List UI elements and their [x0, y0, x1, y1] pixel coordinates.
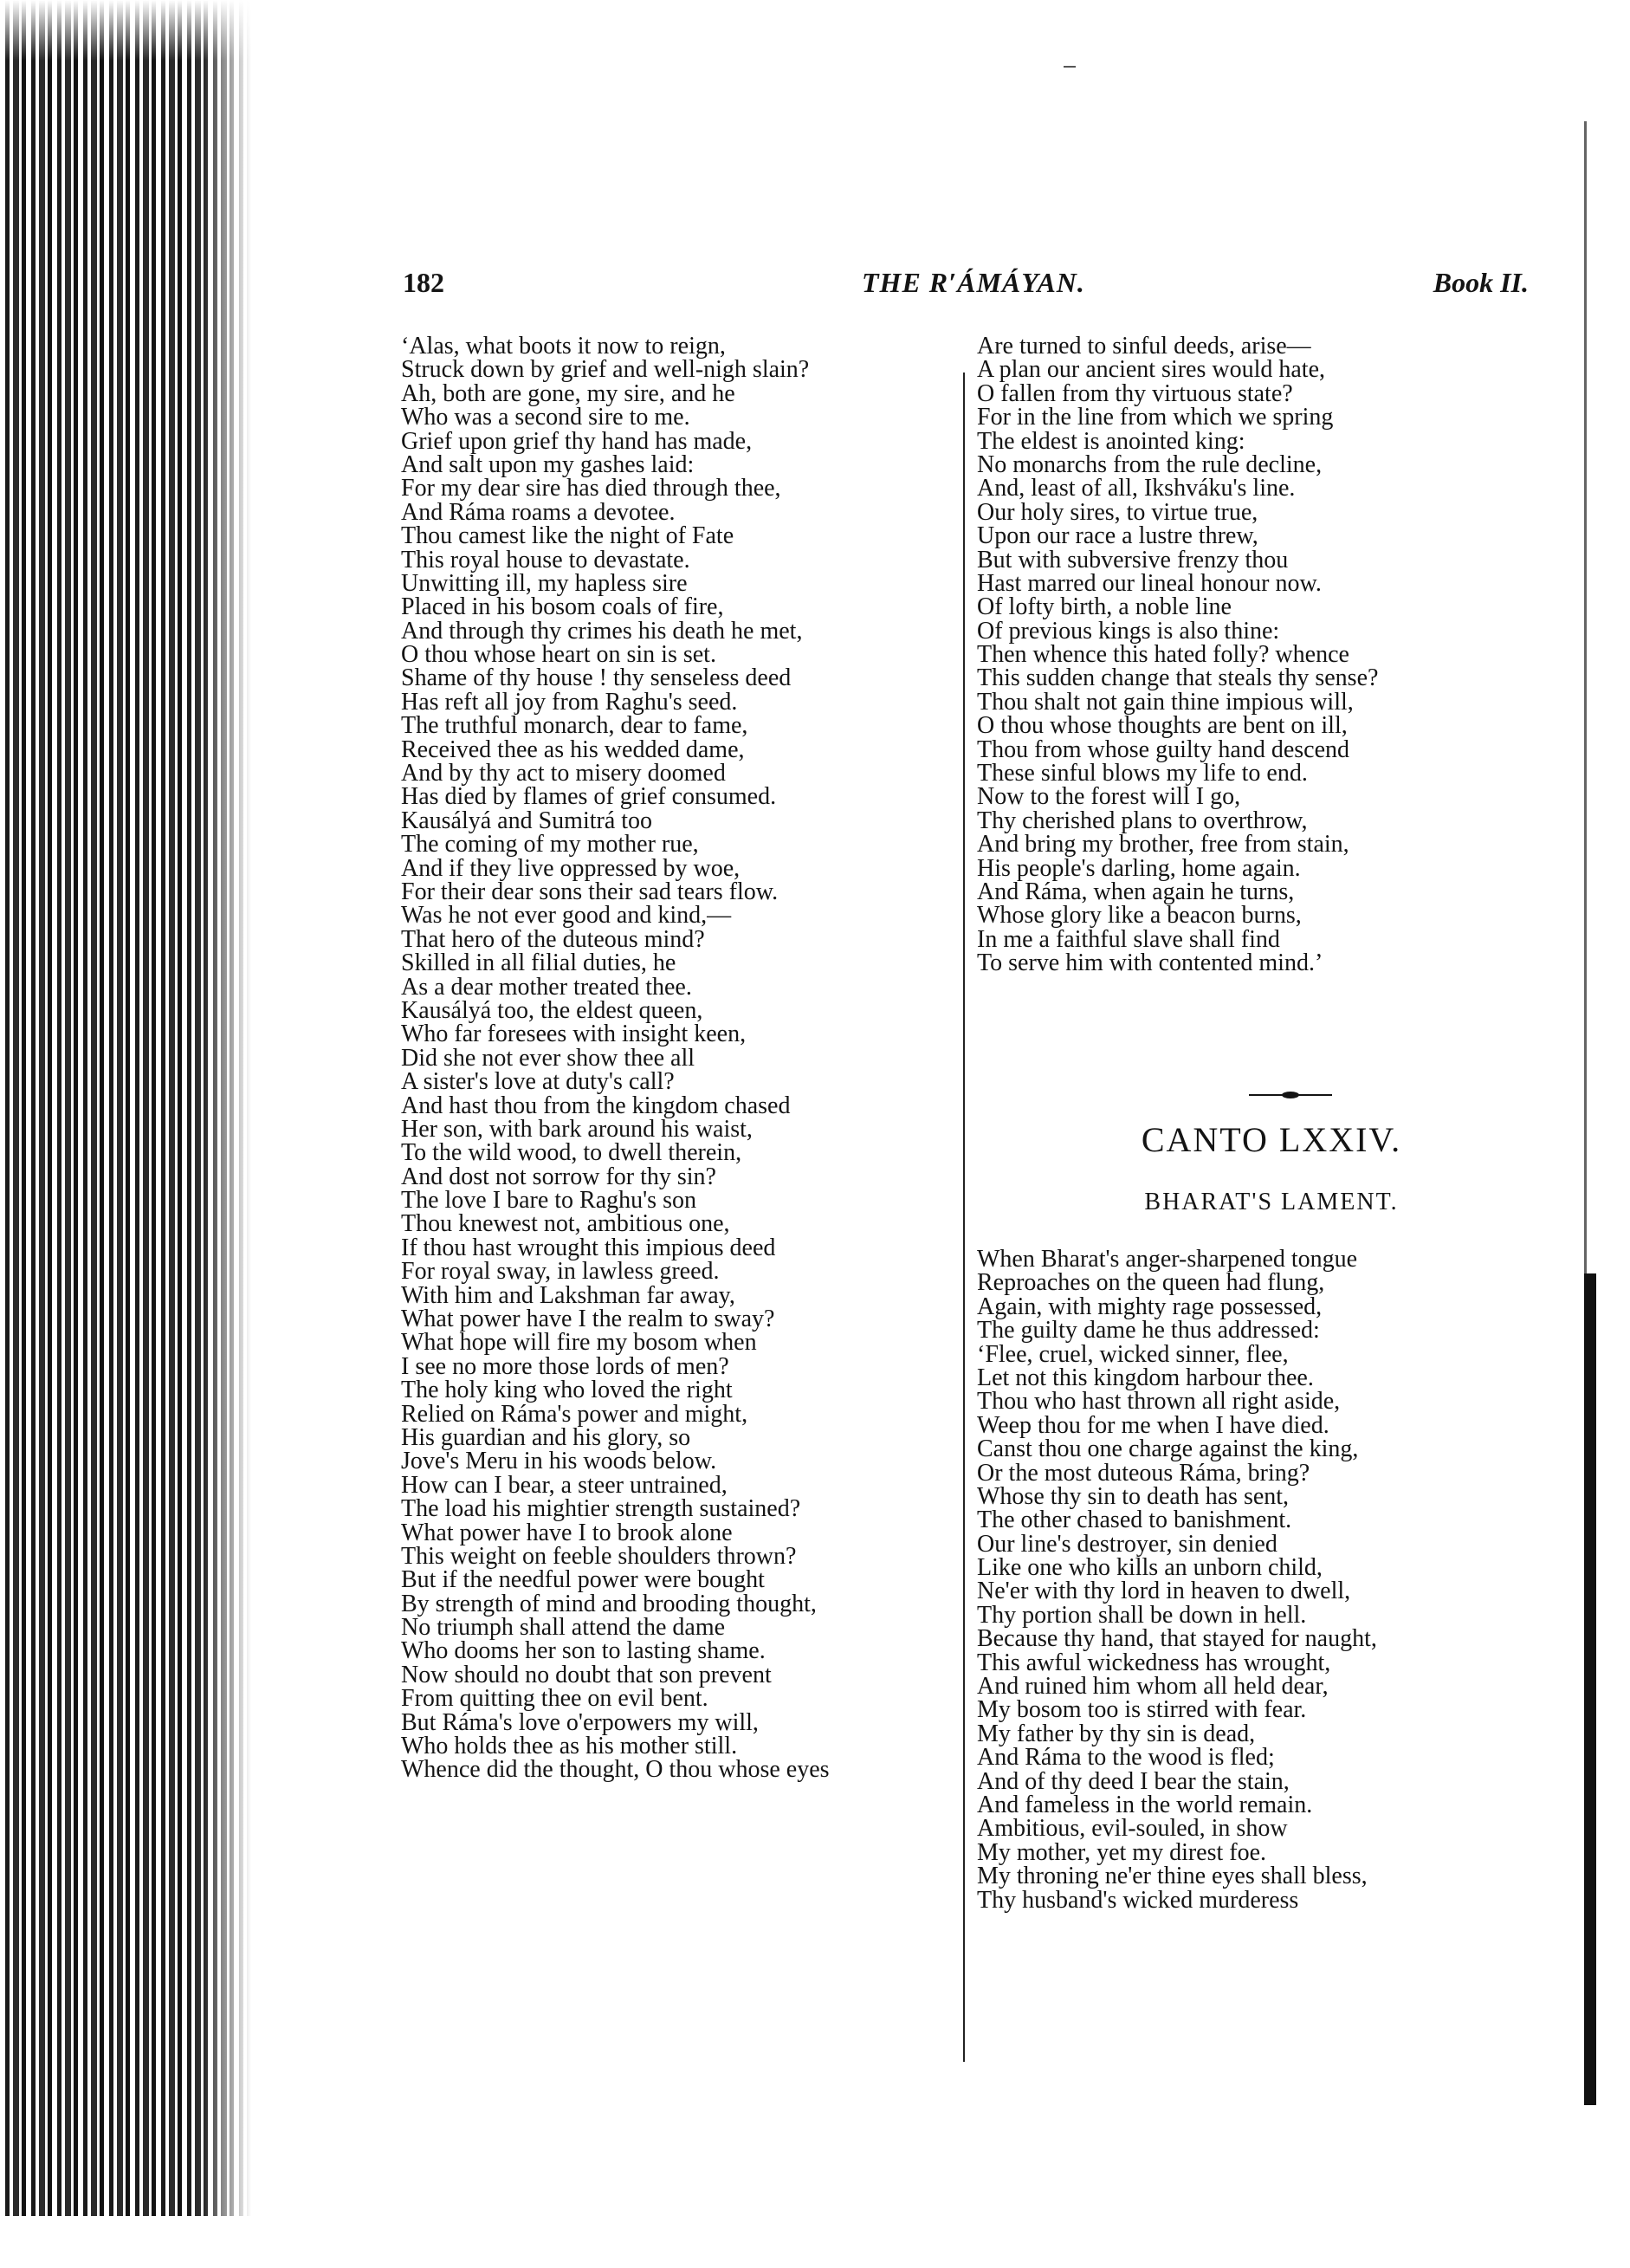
verse-line: Her son, with bark around his waist, — [401, 1115, 753, 1143]
canto-subtitle: BHARAT'S LAMENT. — [1144, 1189, 1399, 1215]
verse-line: O thou whose thoughts are bent on ill, — [977, 712, 1348, 740]
verse-line: Now should no doubt that son prevent — [401, 1661, 772, 1688]
verse-line: The eldest is anointed king: — [977, 427, 1245, 455]
verse-line: Ne'er with thy lord in heaven to dwell, — [977, 1578, 1351, 1605]
verse-line: Thou who hast thrown all right aside, — [977, 1388, 1341, 1416]
verse-line: Has died by flames of grief consumed. — [401, 783, 777, 811]
verse-line: Grief upon grief thy hand has made, — [401, 427, 753, 455]
verse-line: Thy portion shall be down in hell. — [977, 1601, 1307, 1629]
verse-line: This awful wickedness has wrought, — [977, 1649, 1331, 1676]
verse-line: But with subversive frenzy thou — [977, 546, 1289, 573]
verse-line: Again, with mighty rage possessed, — [977, 1293, 1323, 1320]
canto-ornament — [1249, 1090, 1332, 1100]
verse-line: These sinful blows my life to end. — [977, 760, 1308, 787]
verse-line: Who dooms her son to lasting shame. — [401, 1637, 766, 1665]
page-edge-top-fade — [0, 0, 251, 61]
verse-line: What power have I the realm to sway? — [401, 1306, 775, 1333]
verse-line: A plan our ancient sires would hate, — [977, 356, 1326, 384]
verse-line: How can I bear, a steer untrained, — [401, 1471, 728, 1499]
verse-line: The guilty dame he thus addressed: — [977, 1317, 1320, 1345]
verse-line: Let not this kingdom harbour thee. — [977, 1364, 1314, 1391]
verse-line: Relied on Ráma's power and might, — [401, 1400, 748, 1428]
verse-line: For in the line from which we spring — [977, 404, 1334, 431]
verse-line: And salt upon my gashes laid: — [401, 450, 695, 478]
verse-line: That hero of the duteous mind? — [401, 925, 705, 953]
verse-line: What hope will fire my bosom when — [401, 1329, 757, 1357]
verse-line: A sister's love at duty's call? — [401, 1068, 675, 1096]
verse-line: By strength of mind and brooding thought, — [401, 1590, 817, 1617]
verse-line: Are turned to sinful deeds, arise— — [977, 333, 1311, 360]
verse-line: If thou hast wrought this impious deed — [401, 1234, 776, 1261]
verse-line: This weight on feeble shoulders thrown? — [401, 1542, 797, 1570]
verse-line: Thou camest like the night of Fate — [401, 522, 734, 550]
verse-line: For my dear sire has died through thee, — [401, 475, 781, 502]
verse-line: Or the most duteous Ráma, bring? — [977, 1459, 1310, 1487]
verse-line: My bosom too is stirred with fear. — [977, 1696, 1307, 1724]
verse-line: And fameless in the world remain. — [977, 1791, 1313, 1818]
verse-line: From quitting thee on evil bent. — [401, 1685, 708, 1713]
verse-line: Thou from whose guilty hand descend — [977, 735, 1350, 763]
page-edge-fade — [199, 0, 251, 2268]
verse-line: My father by thy sin is dead, — [977, 1720, 1256, 1747]
verse-line: O fallen from thy virtuous state? — [977, 379, 1293, 407]
verse-line: Reproaches on the queen had flung, — [977, 1269, 1325, 1297]
verse-line: Shame of thy house ! thy senseless deed — [401, 664, 792, 692]
verse-line: Thy husband's wicked murderess — [977, 1886, 1299, 1914]
verse-line: The holy king who loved the right — [401, 1377, 733, 1404]
verse-line: Whose thy sin to death has sent, — [977, 1482, 1290, 1510]
page-number: 182 — [403, 267, 444, 298]
verse-line: And through thy crimes his death he met, — [401, 617, 803, 645]
verse-line: As a dear mother treated thee. — [401, 973, 692, 1001]
verse-line: Like one who kills an unborn child, — [977, 1554, 1323, 1582]
scanned-page-edge — [0, 0, 251, 2268]
verse-line: Upon our race a lustre threw, — [977, 522, 1258, 550]
verse-line: Then whence this hated folly? whence — [977, 641, 1349, 669]
verse-line: The other chased to banishment. — [977, 1507, 1292, 1534]
verse-line: ‘Alas, what boots it now to reign, — [401, 333, 726, 360]
verse-line: His people's darling, home again. — [977, 854, 1301, 882]
canto-title: CANTO LXXIV. — [1141, 1120, 1402, 1159]
verse-line: Placed in his bosom coals of fire, — [401, 593, 724, 621]
verse-line: And bring my brother, free from stain, — [977, 831, 1349, 859]
verse-line: In me a faithful slave shall find — [977, 925, 1280, 953]
right-column-top — [977, 334, 1566, 975]
verse-line: No monarchs from the rule decline, — [977, 450, 1323, 478]
column-divider — [963, 373, 965, 2062]
verse-line: Weep thou for me when I have died. — [977, 1411, 1329, 1439]
verse-line: Was he not ever good and kind,— — [401, 902, 732, 930]
verse-line: Thou shalt not gain thine impious will, — [977, 688, 1354, 716]
verse-line: Did she not ever show thee all — [401, 1044, 695, 1072]
verse-line: This sudden change that steals thy sense? — [977, 664, 1379, 692]
verse-line: This royal house to devastate. — [401, 546, 690, 573]
verse-line: Kausályá too, the eldest queen, — [401, 996, 703, 1024]
verse-line: The coming of my mother rue, — [401, 831, 699, 859]
verse-line: Ah, both are gone, my sire, and he — [401, 379, 735, 407]
verse-line: And dost not sorrow for thy sin? — [401, 1163, 716, 1190]
right-margin-line — [1584, 121, 1587, 1273]
verse-line: For their dear sons their sad tears flow. — [401, 878, 779, 905]
verse-line: Kausályá and Sumitrá too — [401, 807, 653, 834]
verse-line: Ambitious, evil-souled, in show — [977, 1815, 1288, 1843]
verse-line: Because thy hand, that stayed for naught, — [977, 1625, 1377, 1653]
running-title: THE R′ÁMÁYAN. — [862, 267, 1085, 298]
book-label: Book II. — [1433, 267, 1529, 298]
right-margin-bar — [1584, 1273, 1596, 2105]
verse-line: Jove's Meru in his woods below. — [401, 1448, 717, 1475]
verse-line: Thou knewest not, ambitious one, — [401, 1210, 730, 1238]
verse-line: Of previous kings is also thine: — [977, 617, 1280, 645]
verse-line: To the wild wood, to dwell therein, — [401, 1139, 742, 1167]
verse-line: Hast marred our lineal honour now. — [977, 569, 1322, 597]
verse-line: What power have I to brook alone — [401, 1519, 733, 1546]
page-edge-bottom-margin — [0, 2216, 251, 2268]
verse-line: But Ráma's love o'erpowers my will, — [401, 1708, 759, 1736]
page-header — [403, 267, 1529, 310]
verse-line: Our holy sires, to virtue true, — [977, 498, 1258, 526]
verse-line: The load his mightier strength sustained? — [401, 1495, 801, 1523]
right-column-bottom — [977, 1247, 1566, 1912]
verse-line: ‘Flee, cruel, wicked sinner, flee, — [977, 1340, 1289, 1368]
verse-line: Canst thou one charge against the king, — [977, 1435, 1359, 1463]
verse-line: I see no more those lords of men? — [401, 1352, 729, 1380]
verse-line: His guardian and his glory, so — [401, 1423, 691, 1451]
verse-line: But if the needful power were bought — [401, 1566, 765, 1594]
verse-line: Who was a second sire to me. — [401, 404, 690, 431]
verse-line: Whose glory like a beacon burns, — [977, 902, 1302, 930]
verse-line: Of lofty birth, a noble line — [977, 593, 1232, 621]
verse-line: Struck down by grief and well-nigh slain? — [401, 356, 810, 384]
verse-line: And Ráma roams a devotee. — [401, 498, 676, 526]
verse-line: Skilled in all filial duties, he — [401, 949, 676, 977]
verse-line: And hast thou from the kingdom chased — [401, 1092, 791, 1119]
verse-line: Who far foresees with insight keen, — [401, 1021, 747, 1048]
verse-line: For royal sway, in lawless greed. — [401, 1258, 720, 1286]
verse-line: And if they live oppressed by woe, — [401, 854, 741, 882]
left-column — [401, 334, 955, 1782]
scan-mark — [1064, 66, 1076, 68]
verse-line: To serve him with contented mind.’ — [977, 949, 1323, 977]
verse-line: Our line's destroyer, sin denied — [977, 1530, 1277, 1558]
verse-line: My throning ne'er thine eyes shall bless, — [977, 1863, 1368, 1890]
verse-line: When Bharat's anger-sharpened tongue — [977, 1246, 1358, 1273]
verse-line: And Ráma, when again he turns, — [977, 878, 1295, 905]
verse-line: Has reft all joy from Raghu's seed. — [401, 688, 738, 716]
verse-line: Thy cherished plans to overthrow, — [977, 807, 1308, 834]
verse-line: Received thee as his wedded dame, — [401, 735, 745, 763]
verse-line: And, least of all, Ikshváku's line. — [977, 475, 1296, 502]
verse-line: O thou whose heart on sin is set. — [401, 641, 716, 669]
verse-line: The truthful monarch, dear to fame, — [401, 712, 748, 740]
verse-line: With him and Lakshman far away, — [401, 1281, 735, 1309]
verse-line: Now to the forest will I go, — [977, 783, 1241, 811]
verse-line: And of thy deed I bear the stain, — [977, 1767, 1290, 1795]
verse-line: And ruined him whom all held dear, — [977, 1673, 1329, 1701]
verse-line: And Ráma to the wood is fled; — [977, 1744, 1275, 1772]
verse-line: Whence did the thought, O thou whose eyes — [401, 1756, 830, 1784]
verse-line: Who holds thee as his mother still. — [401, 1733, 738, 1760]
verse-line: And by thy act to misery doomed — [401, 760, 726, 787]
verse-line: The love I bare to Raghu's son — [401, 1187, 696, 1215]
verse-line: No triumph shall attend the dame — [401, 1614, 726, 1642]
verse-line: Unwitting ill, my hapless sire — [401, 569, 688, 597]
verse-line: My mother, yet my direst foe. — [977, 1838, 1267, 1866]
